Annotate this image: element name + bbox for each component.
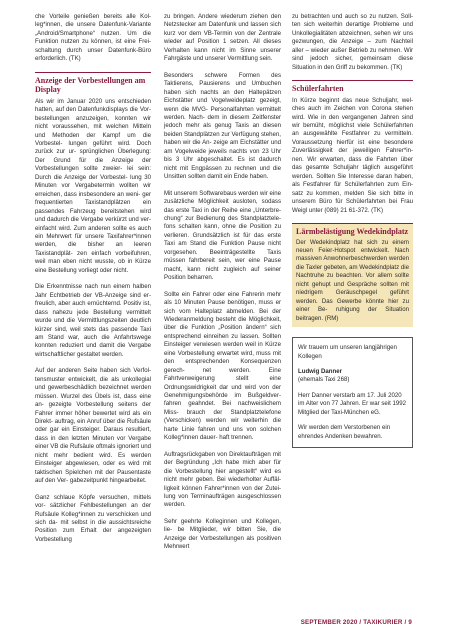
paragraph: Sollte ein Fahrer oder eine Fahrerin mehr als 10 Minuten Pause benötigen, muss er sich vom Halteplatz abmelden. Bei der Wiederanmeldung besteht die Möglichkeit, über die Funktion „Position ändern“ sich entsprechend einreihen zu lassen. Sollten Einsteiger verwiesen werden weil in Kürze eine Vorbestellung erwartet wird, muss mit den entsprechenden Konsequenzen gerech- net werden. Eine Fahrtverweigerung stellt eine Ordnungswidrigkeit dar und wird von der Genehmigungsbehörde im Bußgeldver- fahren geahndet. Bei nachweislichem Miss- brauch der Standplatztelefone (Verschicken) werden wir weiterhin die harte Linie fahren und uns von solchen Kolleg*innen dauer- haft trennen. (164, 290, 281, 442)
page-footer: SEPTEMBER 2020 / TAXIKURIER / 9 (300, 619, 412, 626)
paragraph: Die Erkenntnisse nach nun einem halben Jahr Echtbetrieb der VB-Anzeige sind er- freulich, aber auch ernüchternd. Positiv ist, dass nahezu jede Bestellung vermittelt wurde und die Vermittlungszeiten deutlich kürzer sind, weil stets das passende Taxi am Stand war, auch die Anfahrtswege konnten reduziert und damit die Vergabe wirtschaftlicher gestaltet werden. (35, 283, 151, 358)
paragraph: zu betrachten und auch so zu nutzen. Soll- ten sich weiterhin derartige Probleme und Unkollegialitäten abzeichnen, sehen wir uns gezwungen, die Anzeige – zum Nachteil aller – wieder außer Betrieb zu nehmen. Wir sind jedoch sicher, gemeinsam diese Situation in den Griff zu bekommen. (TK) (292, 13, 413, 71)
obituary-box (292, 337, 413, 448)
paragraph: Als wir im Januar 2020 uns entschieden hatten, auf den Datenfunkdisplays die Vor- bestellungen anzuzeigen, konnten wir nicht voraussehen, mit welchen Mitteln und Methoden der Kampf um die Vorbestel- lungen geführt wird. Doch zurück zur ur- sprünglichen Überlegung: Der Grund für die Anzeige der Vorbestellungen sollte zweier- lei sein: Durch die Anzeige der Vorbestel- lung 30 Minuten vor Vergabetermin wollten wir erreichen, dass insbesondere an weni- ger frequentierten Taxistandplätzen ein passendes Fahrzeug bereitstehen wird und dadurch die Vergabe verkürzt und ver- einfacht wird. Zum anderen sollte es auch ein Mehrwert für unsere Taxifahrer*innen werden, die bisher an leeren Taxistandplät- zen einfach vorbeifuhren, weil man eben nicht wusste, ob in Kürze eine Bestellung vorliegt oder nicht. (35, 97, 151, 274)
section-heading-schuelerfahrten: Schülerfahrten (292, 80, 413, 94)
paragraph: In Kürze beginnt das neue Schuljahr, wel- ches auch im Zeichen von Corona stehen wird. Wie in den vergangenen Jahren sind wir bemüht, möglichst viele Schülerfahrten an ausgewählte Festfahrer zu vermitteln. Voraussetzung hierfür ist eine besondere Zuverlässigkeit der jeweiligen Fahrer*in- nen. Wir erwarten, dass die Fahrten über das gesamte Schuljahr täglich ausgeführt werden. Sollten Sie Interesse daran haben, als Festfahrer für Schülerfahrten zum Ein- satz zu kommen, melden Sie sich bitte in unserem Büro für Schülerfahrten bei Frau Weigl unter (089) 21 61-372. (TK) (292, 96, 413, 214)
paragraph: Auftragsrückgaben von Direktaufträgen mit der Begründung „Ich habe mich aber für die Vorbestellung hier angestellt“ wird es nicht mehr geben. Bei wiederholter Auffäl- ligkeit können Fahrer*innen von der Zutei- lung von Terminaufträgen ausgeschlossen werden. (164, 450, 281, 509)
paragraph: Auf der anderen Seite haben sich Verfol- tensmuster entwickelt, die als unkollegial und gewerbeschädlich bezeichnet werden müssen. Wurzel des Übels ist, dass eine an- gezeigte Vorbestellung seitens der Fahrer immer höher bewertet wird als ein Direkt- auftrag, ein Anruf über die Rufsäule oder gar ein Einsteiger. Daraus resultiert, dass in den letzten Minuten vor Vergabe einer VB die Rufsäule oftmals ignoriert und nicht mehr bedient wird. Es werden Einsteiger abgewiesen, oder es wird mit taktischen Spielchen mit der Pausentaste auf den Ver- gabezeitpunkt hingearbeitet. (35, 367, 151, 485)
paragraph: zu bringen. Andere wiederum ziehen den Netzstecker am Datenfunk und lassen sich kurz vor dem VB-Termin von der Zentrale wieder auf Position 1 setzen. All dieses Verhalten kann nicht im Sinne unserer Fahrgäste und unserer Vermittlung sein. (164, 13, 281, 63)
column-1 (35, 13, 151, 552)
info-box-laermbelaestigung (292, 223, 413, 327)
paragraph: Besonders schwere Formen des Taktierens, Pausierens und Umbuchen haben sich nachts an den Haltepätzen Eichstätter und Vogelweideplatz gezeigt, wenn die MVG- Personalfahrten vermittelt werden. Nach- dem in diesem Zeitfenster jedoch mehr als genug Taxis an diesen beiden Standplätzen zur Verfügung stehen, haben wir die An- zeige am Eichstätter und am Vogelweide jeweils nachts von 23 Uhr bis 3 Uhr abgeschaltet. Es ist dadurch nicht mit Engpässen zu rechnen und die Unsitten sollten damit ein Ende haben. (164, 71, 281, 181)
paragraph: Ganz schlaue Köpfe versuchen, mittels vor- sätzlicher Fehlbestellungen an der Rufsäule Kolleg*innen zu verschicken und sich da- mit selbst in die aussichtsreiche Position zum Erhalt der angezeigten Vorbestellung (35, 493, 151, 543)
section-heading-laermbelaestigung: Lärmbelästigung Wedekindplatz (296, 227, 409, 237)
obituary-closing: Wir werden dem Verstorbenen ein ehrendes Andenken bewahren. (298, 424, 391, 440)
obituary-taxi-number: (ehemals Taxi 268) (298, 376, 350, 384)
obituary-intro: Wir trauern um unseren langjährigen Kollegen (298, 344, 397, 360)
paragraph: che Vorteile genießen bereits alle Kol- leg*innen, die unsere Datenfunk-Variante „Android/Smartphone“ nutzen. Um die Funktion nutzen zu können, ist eine Frei- schaltung durch unser Datenfunk-Büro erforderlich. (TK) (35, 13, 151, 63)
paragraph: Mit unserem Softwarebaus werden wir eine zusätzliche Möglichkeit ausloten, sodass das erste Taxi in der Reihe eine „Unterbre- chung“ zur Bedienung des Standplatztele- fons schalten kann, ohne die Position zu verlieren. Grundsätzlich ist für das erste Taxi am Stand die Funktion Pause nicht vorgesehen. Beeinträgestellte Taxis müssen fahrbereit sein, wer eine Pause macht, kann nicht zugleich auf seiner Position beharren. (164, 189, 281, 282)
obituary-body: Herr Danner verstarb am 17. Juli 2020 im Alter von 77 Jahren. Er war seit 1992 Mitglied der Taxi-München eG. (298, 391, 407, 416)
column-2 (164, 13, 281, 560)
paragraph: Der Wedekindplatz hat sich zu einem neuen Feier-Hotspot entwickelt. Nach massiven Anwohnerbeschwerden werden die Taxler gebeten, am Wedekindplatz die Nachtruhe zu beachten. Vor allem sollte nicht gehupt und Gespräche sollten mit niedrigem Geräuschpegel geführt werden. Das Gewerbe könnte hier zu einer Be- ruhigung der Situation beitragen. (RM) (296, 238, 409, 322)
obituary-name: Ludwig Danner (298, 367, 343, 375)
section-heading-vorbestellungen: Anzeige der Vorbestellungen am Display (35, 72, 151, 95)
paragraph: Sehr geehrte Kolleginnen und Kollegen, lie- be Mitglieder, wir bitten Sie, die Anzeige der Vorbestellungen als positiven Mehrwert (164, 517, 281, 551)
column-3 (292, 13, 413, 448)
